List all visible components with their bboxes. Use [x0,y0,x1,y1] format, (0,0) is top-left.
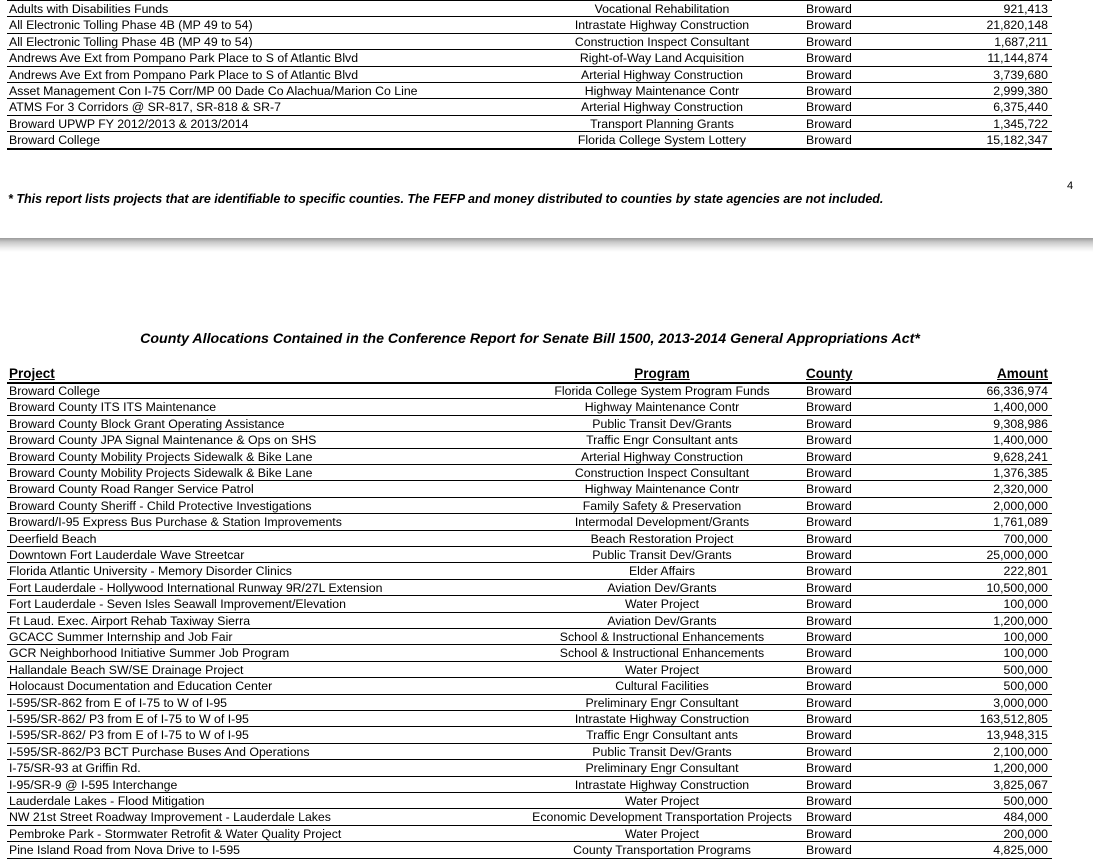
amount-cell: 200,000 [1003,826,1048,841]
county-cell: Broward [806,810,852,825]
program-cell: Water Project [624,794,700,808]
table-row [7,514,1052,530]
table-row [7,83,1052,99]
amount-cell: 21,820,148 [986,18,1048,33]
county-cell: Broward [806,744,852,759]
amount-cell: 15,182,347 [986,133,1048,148]
table-row [7,760,1052,776]
program-cell: Elder Affairs [628,564,696,579]
program-cell: Preliminary Engr Consultant [585,761,739,776]
project-cell: Hallandale Beach SW/SE Drainage Project [9,662,244,677]
county-cell: Broward [806,679,852,694]
amount-cell: 10,500,000 [986,580,1048,595]
project-cell: I-75/SR-93 at Griffin Rd. [9,761,141,776]
table-row [7,481,1052,497]
project-cell: I-595/SR-862/P3 BCT Purchase Buses And Operations [9,744,310,759]
county-cell: Broward [806,826,852,841]
program-cell: Intermodal Development/Grants [574,515,750,530]
table-row [7,629,1052,645]
county-cell: Broward [806,100,852,115]
program-cell: Intrastate Highway Construction [574,712,750,726]
table-row [7,416,1052,432]
program-cell: Aviation Dev/Grants [607,613,717,628]
project-cell: Broward/I-95 Express Bus Purchase & Station Improvements [9,515,342,530]
amount-cell: 3,000,000 [993,695,1048,710]
amount-cell: 2,320,000 [993,482,1048,497]
project-cell: Fort Lauderdale - Seven Isles Seawall Improvement/Elevation [9,597,346,612]
program-cell: Right-of-Way Land Acquisition [579,51,745,66]
table-row [7,596,1052,612]
amount-cell: 163,512,805 [979,712,1048,726]
program-cell: Aviation Dev/Grants [607,580,717,595]
county-cell: Broward [806,630,852,644]
amount-cell: 100,000 [1003,630,1048,644]
table-row [7,1,1052,17]
table-row [7,809,1052,825]
program-cell: Beach Restoration Project [590,531,734,546]
table-row [7,613,1052,629]
county-cell: Broward [806,662,852,677]
program-cell: Intrastate Highway Construction [574,18,750,33]
amount-cell: 2,100,000 [993,744,1048,759]
table-row [7,531,1052,547]
program-cell: Water Project [624,826,700,841]
program-cell: Arterial Highway Construction [581,100,743,115]
program-cell: Traffic Engr Consultant ants [586,728,738,743]
amount-cell: 500,000 [1003,679,1048,694]
county-cell: Broward [806,2,852,16]
amount-cell: 100,000 [1003,597,1048,612]
amount-cell: 484,000 [1003,810,1048,825]
report-title: County Allocations Contained in the Conference Report for Senate Bill 1500, 2013-2014 General Appropriations Act* [140,331,920,347]
amount-cell: 1,761,089 [993,515,1048,530]
county-cell: Broward [806,515,852,530]
program-cell: Highway Maintenance Contr [584,400,740,415]
project-cell: Deerfield Beach [9,531,97,546]
county-cell: Broward [806,613,852,628]
table-row [7,399,1052,415]
amount-cell: 1,345,722 [993,116,1048,131]
project-cell: Broward County Block Grant Operating Assistance [9,416,285,431]
program-cell: Arterial Highway Construction [581,449,743,464]
page-number: 4 [1067,180,1074,192]
table-row [7,645,1052,661]
county-cell: Broward [806,712,852,726]
amount-cell: 1,400,000 [993,433,1048,448]
amount-cell: 9,308,986 [993,416,1048,431]
program-cell: Construction Inspect Consultant [574,466,750,480]
table-row [7,744,1052,760]
table-row [7,50,1052,66]
project-cell: Fort Lauderdale - Hollywood International Runway 9R/27L Extension [9,580,383,595]
header-program: Program [634,366,690,381]
county-cell: Broward [806,116,852,131]
table-row [7,678,1052,694]
page-separator [0,238,1093,252]
county-cell: Broward [806,400,852,415]
program-cell: Economic Development Transportation Projects [532,810,792,825]
project-cell: Andrews Ave Ext from Pompano Park Place to S of Atlantic Blvd [9,67,359,82]
county-cell: Broward [806,498,852,513]
table-row [7,116,1052,132]
amount-cell: 25,000,000 [986,548,1048,562]
amount-cell: 4,825,000 [993,843,1048,858]
project-cell: I-95/SR-9 @ I-595 Interchange [9,777,178,792]
amount-cell: 1,200,000 [993,761,1048,776]
table-row [7,777,1052,793]
amount-cell: 1,687,211 [994,34,1048,49]
table-row [7,67,1052,83]
table-bottom-rule [7,149,1052,150]
program-cell: Water Project [624,597,700,612]
county-cell: Broward [806,466,852,480]
program-cell: Public Transit Dev/Grants [592,744,732,759]
county-cell: Broward [806,548,852,562]
amount-cell: 9,628,241 [993,449,1048,464]
table-row [7,842,1052,858]
table-row [7,547,1052,563]
table-row [7,34,1052,50]
table-row [7,465,1052,481]
county-cell: Broward [806,416,852,431]
county-cell: Broward [806,51,852,66]
program-cell: Arterial Highway Construction [581,67,743,82]
project-cell: Andrews Ave Ext from Pompano Park Place to S of Atlantic Blvd [9,51,359,66]
table-row [7,498,1052,514]
header-amount: Amount [997,366,1048,381]
project-cell: Adults with Disabilities Funds [9,2,169,16]
amount-cell: 222,801 [1003,564,1048,579]
project-cell: I-595/SR-862 from E of I-75 to W of I-95 [9,695,228,710]
project-cell: Downtown Fort Lauderdale Wave Streetcar [9,548,245,562]
project-cell: Florida Atlantic University - Memory Disorder Clinics [9,564,292,579]
amount-cell: 13,948,315 [986,728,1048,743]
project-cell: ATMS For 3 Corridors @ SR-817, SR-818 & SR-7 [9,100,281,115]
county-cell: Broward [806,761,852,776]
project-cell: Holocaust Documentation and Education Center [9,679,273,694]
project-cell: NW 21st Street Roadway Improvement - Lauderdale Lakes [9,810,331,825]
county-cell: Broward [806,564,852,579]
amount-cell: 66,336,974 [986,384,1048,398]
county-cell: Broward [806,580,852,595]
table-row [7,432,1052,448]
county-cell: Broward [806,449,852,464]
footnote: * This report lists projects that are identifiable to specific counties. The FEFP and money distributed to counties by state agencies are not included. [8,192,884,206]
project-cell: Ft Laud. Exec. Airport Rehab Taxiway Sierra [9,613,251,628]
header-project: Project [9,366,55,381]
county-cell: Broward [806,34,852,49]
program-cell: Family Safety & Preservation [582,498,742,513]
project-cell: Broward County ITS ITS Maintenance [9,400,217,415]
page-5 [0,252,1093,862]
amount-cell: 700,000 [1003,531,1048,546]
project-cell: All Electronic Tolling Phase 4B (MP 49 to 54) [9,34,253,49]
county-cell: Broward [806,777,852,792]
amount-cell: 11,144,874 [987,51,1048,66]
project-cell: All Electronic Tolling Phase 4B (MP 49 to 54) [9,18,253,33]
table-row [7,99,1052,115]
program-cell: Intrastate Highway Construction [574,777,750,792]
amount-cell: 3,825,067 [993,777,1048,792]
program-cell: Construction Inspect Consultant [574,34,750,49]
table-row [7,695,1052,711]
program-cell: School & Instructional Enhancements [559,646,765,661]
county-cell: Broward [806,18,852,33]
amount-cell: 921,413 [1003,2,1048,16]
county-cell: Broward [806,531,852,546]
amount-cell: 500,000 [1003,662,1048,677]
table-row [7,132,1052,148]
county-cell: Broward [806,482,852,497]
county-cell: Broward [806,728,852,743]
county-cell: Broward [806,646,852,661]
project-cell: I-595/SR-862/ P3 from E of I-75 to W of I-95 [9,728,249,743]
program-cell: Florida College System Lottery [577,133,747,148]
header-county: County [806,366,853,381]
amount-cell: 3,739,680 [993,67,1048,82]
program-cell: Vocational Rehabilitation [594,2,730,16]
program-cell: Cultural Facilities [615,679,709,694]
amount-cell: 1,400,000 [993,400,1048,415]
page-4 [0,0,1093,240]
county-cell: Broward [806,384,852,398]
program-cell: County Transportation Programs [573,843,751,858]
project-cell: Broward County Sheriff - Child Protective Investigations [9,498,312,513]
county-cell: Broward [806,597,852,612]
table-row [7,449,1052,465]
project-cell: Broward County Road Ranger Service Patrol [9,482,254,497]
project-cell: GCACC Summer Internship and Job Fair [9,630,233,644]
project-cell: Broward College [9,133,100,148]
project-cell: Asset Management Con I-75 Corr/MP 00 Dade Co Alachua/Marion Co Line [9,84,418,98]
project-cell: Pine Island Road from Nova Drive to I-595 [9,843,241,858]
program-cell: Water Project [624,662,700,677]
county-cell: Broward [806,433,852,448]
table-row [7,711,1052,727]
table-row [7,793,1052,809]
project-cell: I-595/SR-862/ P3 from E of I-75 to W of I-95 [9,712,249,726]
program-cell: School & Instructional Enhancements [559,630,765,644]
project-cell: GCR Neighborhood Initiative Summer Job Program [9,646,290,661]
county-cell: Broward [806,843,852,858]
project-cell: Lauderdale Lakes - Flood Mitigation [9,794,205,808]
project-cell: Broward County Mobility Projects Sidewalk & Bike Lane [9,449,313,464]
amount-cell: 2,999,380 [993,84,1048,98]
project-cell: Pembroke Park - Stormwater Retrofit & Water Quality Project [9,826,342,841]
project-cell: Broward County JPA Signal Maintenance & Ops on SHS [9,433,317,448]
amount-cell: 2,000,000 [993,498,1048,513]
amount-cell: 500,000 [1003,794,1048,808]
program-cell: Highway Maintenance Contr [584,84,740,98]
county-cell: Broward [806,133,852,148]
project-cell: Broward County Mobility Projects Sidewalk & Bike Lane [9,466,313,480]
table-row [7,563,1052,579]
amount-cell: 6,375,440 [993,100,1048,115]
program-cell: Highway Maintenance Contr [584,482,740,497]
program-cell: Traffic Engr Consultant ants [586,433,738,448]
program-cell: Public Transit Dev/Grants [592,416,732,431]
table-row [7,383,1052,399]
table-row [7,727,1052,743]
table-row [7,17,1052,33]
county-cell: Broward [806,794,852,808]
program-cell: Transport Planning Grants [590,116,734,131]
table-row [7,826,1052,842]
program-cell: Public Transit Dev/Grants [592,548,732,562]
project-cell: Broward UPWP FY 2012/2013 & 2013/2014 [9,116,249,131]
county-cell: Broward [806,67,852,82]
project-cell: Broward College [9,384,100,398]
row-rule [7,858,1052,859]
program-cell: Preliminary Engr Consultant [585,695,739,710]
amount-cell: 100,000 [1003,646,1048,661]
amount-cell: 1,200,000 [993,613,1048,628]
county-cell: Broward [806,695,852,710]
table-row [7,580,1052,596]
county-cell: Broward [806,84,852,98]
program-cell: Florida College System Program Funds [554,384,770,398]
table-row [7,662,1052,678]
amount-cell: 1,376,385 [993,466,1048,480]
